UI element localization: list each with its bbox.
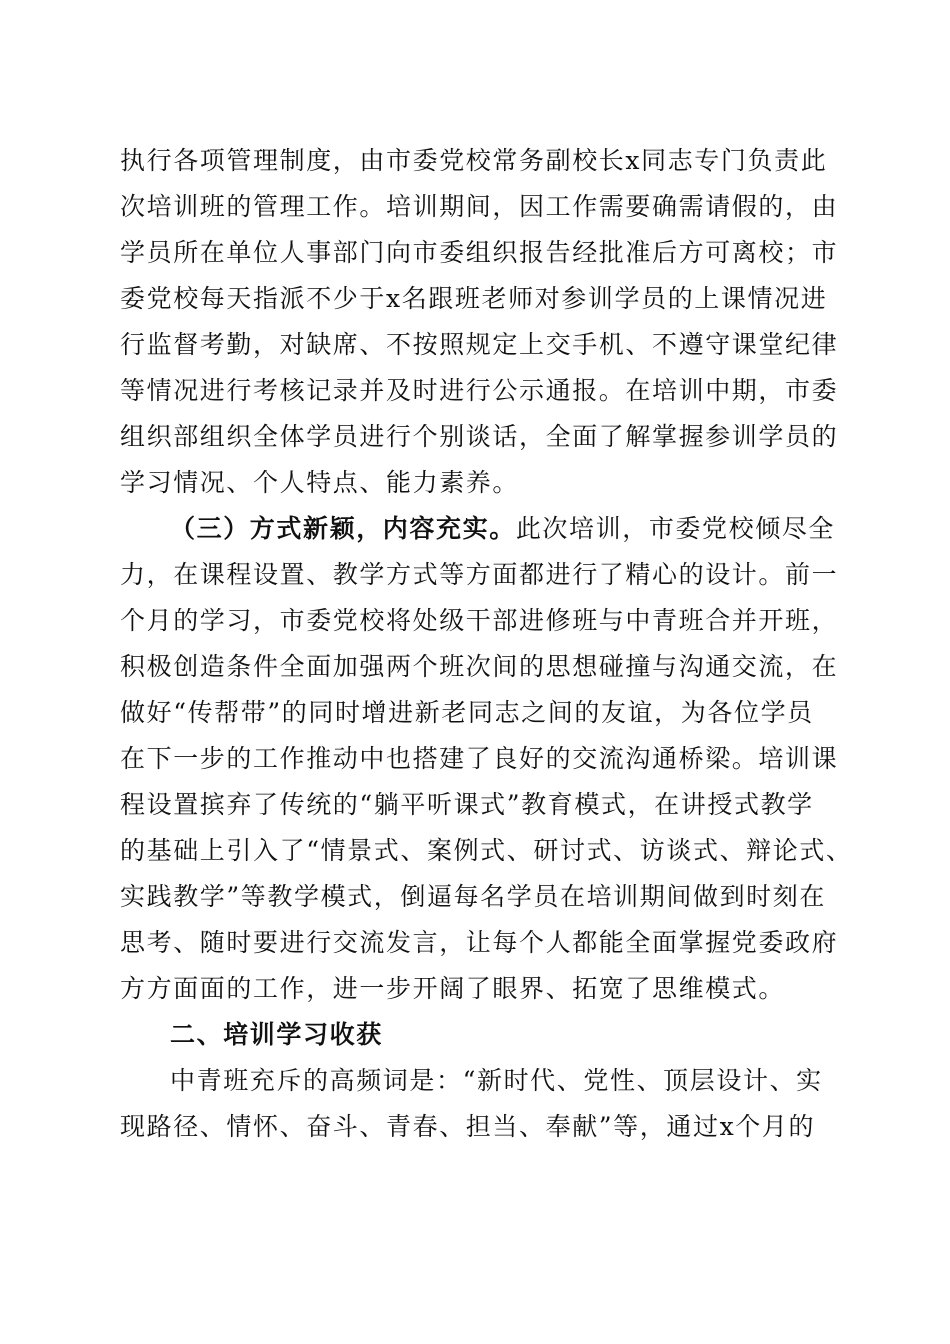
text-line: 积极创造条件全面加强两个班次间的思想碰撞与沟通交流，在	[120, 652, 839, 681]
text-line: 次培训班的管理工作。培训期间，因工作需要确需请假的，由	[120, 192, 839, 221]
text-line: 行监督考勤，对缺席、不按照规定上交手机、不遵守课堂纪律	[120, 330, 839, 359]
section-heading: 二、培训学习收获	[170, 1020, 383, 1049]
text-span: 此次培训，市委党校倾尽全	[515, 514, 836, 543]
text-line: 的基础上引入了“情景式、案例式、研讨式、访谈式、辩论式、	[120, 836, 853, 865]
text-line: 学员所在单位人事部门向市委组织报告经批准后方可离校；市	[120, 238, 839, 267]
text-line: 力，在课程设置、教学方式等方面都进行了精心的设计。前一	[120, 560, 839, 589]
text-line: 个月的学习，市委党校将处级干部进修班与中青班合并开班，	[120, 606, 839, 635]
text-line: 在下一步的工作推动中也搭建了良好的交流沟通桥梁。培训课	[120, 744, 839, 773]
text-line: 做好“传帮带”的同时增进新老同志之间的友谊，为各位学员	[120, 698, 814, 727]
subsection-title: （三）方式新颖，内容充实。	[170, 514, 516, 543]
text-line: 组织部组织全体学员进行个别谈话，全面了解掌握参训学员的	[120, 422, 839, 451]
text-line: 委党校每天指派不少于x名跟班老师对参训学员的上课情况进	[120, 284, 828, 313]
text-line: 学习情况、个人特点、能力素养。	[120, 468, 520, 497]
text-line: 等情况进行考核记录并及时进行公示通报。在培训中期，市委	[120, 376, 839, 405]
text-line: 方方面面的工作，进一步开阔了眼界、拓宽了思维模式。	[120, 974, 786, 1003]
text-line: 程设置摈弃了传统的“躺平听课式”教育模式，在讲授式教学	[120, 790, 814, 819]
text-line: 执行各项管理制度，由市委党校常务副校长x同志专门负责此	[120, 146, 828, 175]
text-line: 思考、随时要进行交流发言，让每个人都能全面掌握党委政府	[120, 928, 839, 957]
text-line: 中青班充斥的高频词是：“新时代、党性、顶层设计、实	[170, 1066, 823, 1095]
text-line: 实践教学”等教学模式，倒逼每名学员在培训期间做到时刻在	[120, 882, 826, 911]
text-line: 现路径、情怀、奋斗、青春、担当、奉献”等，通过x个月的	[120, 1112, 816, 1141]
text-line-first	[170, 514, 840, 544]
